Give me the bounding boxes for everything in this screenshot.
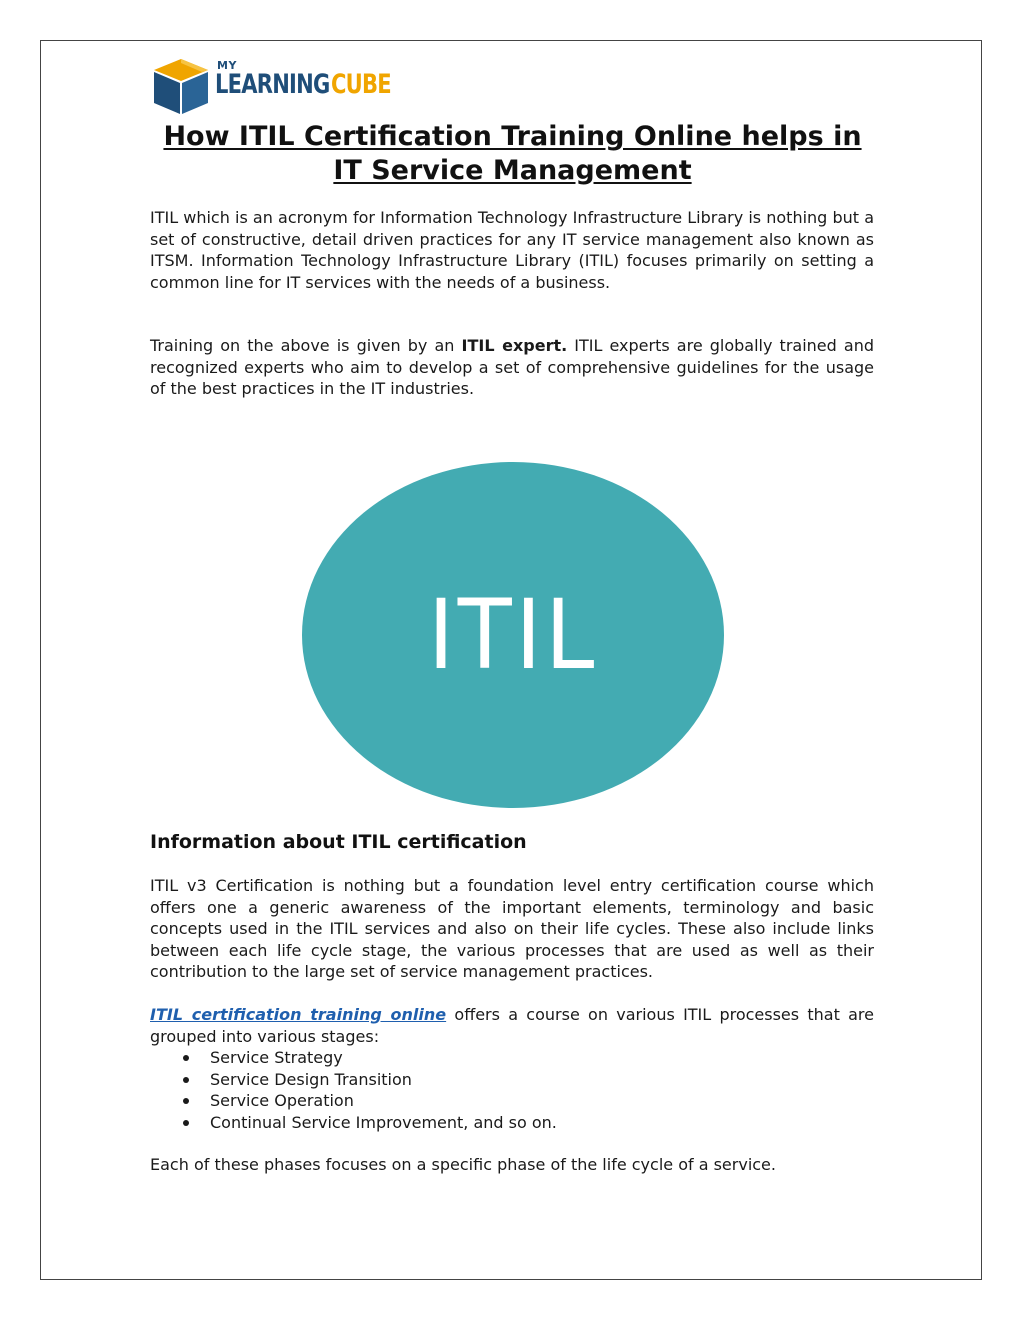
list-item	[150, 1047, 557, 1069]
expert-paragraph-bold: ITIL expert.	[461, 336, 568, 355]
list-item	[150, 1090, 557, 1112]
logo-text-cube: CUBE	[331, 69, 391, 100]
certification-paragraph: ITIL v3 Certification is nothing but a foundation level entry certification course which offers one a generic awareness of the important elements, terminology and basic concepts used in the ITIL services and also on their life cycles. These also include links between each life cycle stage, the various processes that are used as well as their contribution to the large set of service management practices.	[150, 876, 874, 981]
logo-text-my: MY	[217, 59, 237, 72]
training-paragraph	[150, 1004, 874, 1047]
itil-training-link[interactable]: ITIL certification training online	[150, 1005, 447, 1024]
stages-list	[150, 1047, 557, 1133]
bullet-icon	[183, 1098, 189, 1104]
list-item	[150, 1069, 557, 1091]
cube-logo-icon	[150, 56, 212, 116]
list-item-label: Continual Service Improvement, and so on.	[210, 1112, 557, 1132]
training-paragraph-after: offers a course on various ITIL processes that are grouped into various stages:	[150, 1005, 875, 1046]
intro-paragraph: ITIL which is an acronym for Information Technology Infrastructure Library is nothing but a set of constructive, detail driven practices for any IT service management also known as ITSM. Information Technology Infrastructure Library (ITIL) focuses primarily on setting a common line for IT services with the needs of a business.	[150, 208, 874, 292]
bullet-icon	[183, 1077, 189, 1083]
section-heading: Information about ITIL certification	[150, 831, 527, 853]
logo-text-learning: LEARNING	[215, 69, 330, 100]
logo	[150, 56, 420, 116]
expert-paragraph-before: Training on the above is given by an	[150, 336, 462, 355]
itil-badge-image	[302, 462, 724, 808]
page-title: How ITIL Certification Training Online helps in IT Service Management	[163, 121, 862, 186]
list-item-label: Service Design Transition	[210, 1069, 412, 1089]
list-item	[150, 1112, 557, 1134]
list-item-label: Service Strategy	[210, 1048, 343, 1067]
expert-paragraph-after: ITIL experts are globally trained and recognized experts who aim to develop a set of comprehensive guidelines for the usage of the best practices in the IT industries.	[150, 336, 874, 398]
closing-paragraph: Each of these phases focuses on a specific phase of the life cycle of a service.	[150, 1155, 776, 1174]
bullet-icon	[183, 1120, 189, 1126]
bullet-icon	[183, 1055, 189, 1061]
expert-paragraph	[150, 335, 874, 400]
itil-badge-text: ITIL	[428, 579, 598, 691]
list-item-label: Service Operation	[210, 1091, 354, 1110]
